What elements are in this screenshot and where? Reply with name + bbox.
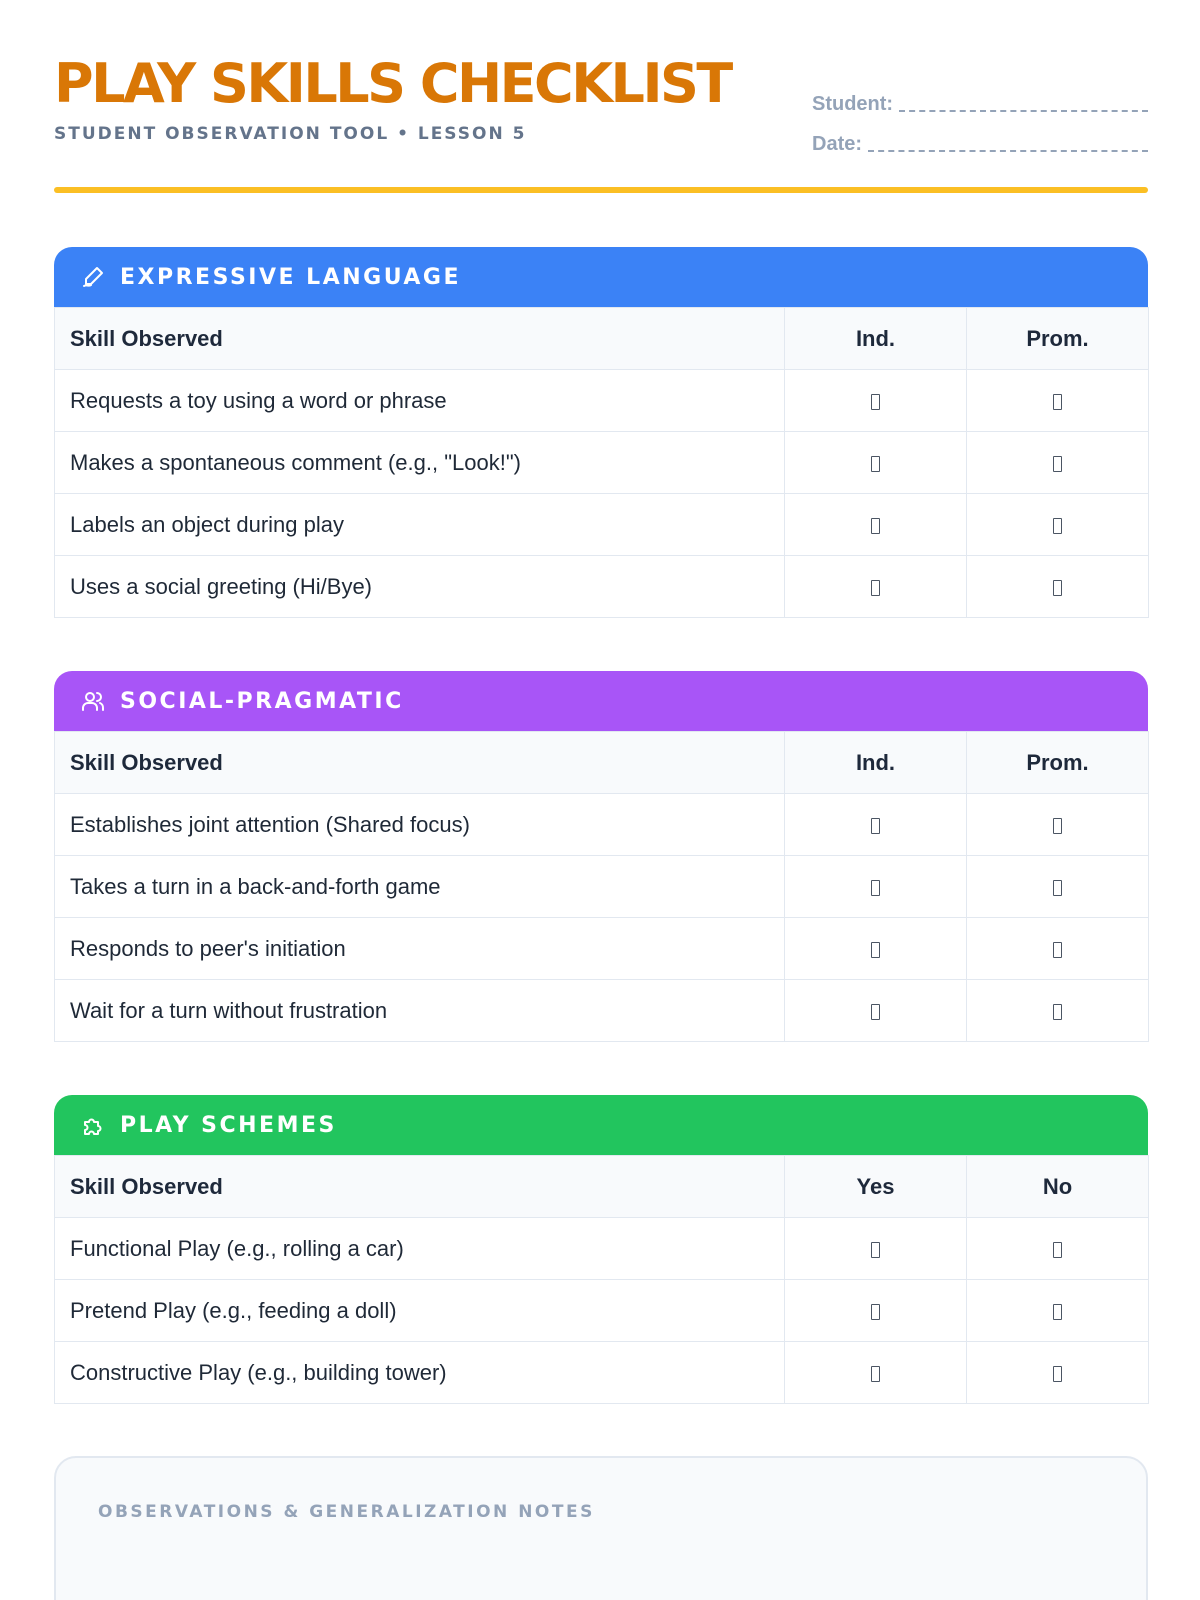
column-header-independent: Ind. [785,308,967,370]
column-header-prompted: Prom. [967,732,1149,794]
column-header-skill: Skill Observed [55,308,785,370]
checkbox[interactable] [871,456,880,472]
checkbox[interactable] [871,880,880,896]
section-play-schemes [54,1095,1148,1404]
checkbox[interactable] [1053,1366,1062,1382]
checkbox[interactable] [1053,394,1062,410]
checkbox[interactable] [1053,1242,1062,1258]
skills-table [54,307,1149,618]
student-field[interactable] [812,76,1148,116]
section-title: SOCIAL-PRAGMATIC [120,688,404,714]
column-header-independent: Ind. [785,732,967,794]
table-row [55,918,1149,980]
student-info-fields [812,76,1148,156]
page-subtitle: STUDENT OBSERVATION TOOL • LESSON 5 [54,124,527,144]
column-header-prompted: Prom. [967,308,1149,370]
checkbox[interactable] [1053,880,1062,896]
section-title: PLAY SCHEMES [120,1112,337,1138]
skill-label: Pretend Play (e.g., feeding a doll) [55,1280,785,1342]
checkbox[interactable] [871,942,880,958]
column-header-no: No [967,1156,1149,1218]
column-header-skill: Skill Observed [55,1156,785,1218]
notes-box[interactable] [54,1456,1148,1600]
table-row [55,494,1149,556]
table-row [55,856,1149,918]
skills-table [54,731,1149,1042]
checkbox[interactable] [1053,1304,1062,1320]
puzzle-icon [80,1112,106,1138]
checkbox[interactable] [1053,518,1062,534]
skill-label: Makes a spontaneous comment (e.g., "Look!") [55,432,785,494]
table-row [55,1218,1149,1280]
checkbox[interactable] [1053,818,1062,834]
users-icon [80,688,106,714]
skill-label: Uses a social greeting (Hi/Bye) [55,556,785,618]
skill-label: Functional Play (e.g., rolling a car) [55,1218,785,1280]
table-row [55,794,1149,856]
section-header [54,1095,1148,1155]
page-title: PLAY SKILLS CHECKLIST [54,52,731,115]
checkbox[interactable] [871,518,880,534]
notes-title: OBSERVATIONS & GENERALIZATION NOTES [98,1502,595,1522]
table-row [55,1342,1149,1404]
checkbox[interactable] [871,394,880,410]
checkbox[interactable] [1053,580,1062,596]
page-header [54,52,1148,194]
skill-label: Wait for a turn without frustration [55,980,785,1042]
table-header-row [55,1156,1149,1218]
student-blank-line[interactable] [899,110,1148,112]
section-header [54,247,1148,307]
skill-label: Responds to peer's initiation [55,918,785,980]
table-header-row [55,308,1149,370]
date-field[interactable] [812,116,1148,156]
skill-label: Takes a turn in a back-and-forth game [55,856,785,918]
skill-label: Constructive Play (e.g., building tower) [55,1342,785,1404]
section-expressive-language [54,247,1148,618]
table-row [55,432,1149,494]
checkbox[interactable] [871,1304,880,1320]
section-social-pragmatic [54,671,1148,1042]
section-title: EXPRESSIVE LANGUAGE [120,264,461,290]
checkbox[interactable] [871,818,880,834]
pen-icon [80,264,106,290]
checkbox[interactable] [871,1366,880,1382]
checkbox[interactable] [1053,942,1062,958]
student-label: Student: [812,93,894,115]
section-header [54,671,1148,731]
checkbox[interactable] [871,1004,880,1020]
date-label: Date: [812,133,863,155]
checkbox[interactable] [871,1242,880,1258]
skill-label: Establishes joint attention (Shared focus) [55,794,785,856]
checkbox[interactable] [871,580,880,596]
column-header-skill: Skill Observed [55,732,785,794]
table-row [55,1280,1149,1342]
table-header-row [55,732,1149,794]
date-blank-line[interactable] [868,150,1148,152]
table-row [55,980,1149,1042]
table-row [55,370,1149,432]
skill-label: Requests a toy using a word or phrase [55,370,785,432]
skills-table [54,1155,1149,1404]
table-row [55,556,1149,618]
checkbox[interactable] [1053,456,1062,472]
skill-label: Labels an object during play [55,494,785,556]
column-header-yes: Yes [785,1156,967,1218]
header-divider [54,187,1148,193]
checkbox[interactable] [1053,1004,1062,1020]
